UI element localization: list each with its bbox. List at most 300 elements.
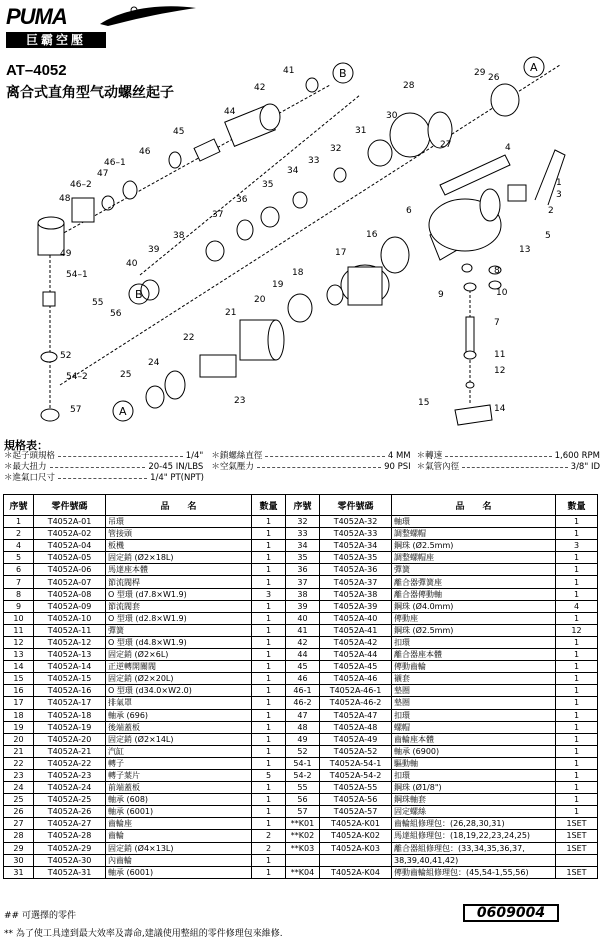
- part-name: 離合器傳動軸: [392, 588, 556, 600]
- part-no: 24: [4, 782, 34, 794]
- table-row: [4, 516, 598, 528]
- part-no: 57: [286, 806, 320, 818]
- svg-text:A: A: [530, 61, 538, 74]
- part-name: 正逆轉開關閥: [106, 661, 252, 673]
- part-number: T4052A-52: [320, 745, 392, 757]
- part-qty: 1: [556, 709, 598, 721]
- part-qty: 1: [252, 673, 286, 685]
- parts-table: [3, 494, 598, 879]
- table-row: [4, 806, 598, 818]
- part-qty: 1: [252, 685, 286, 697]
- part-name: 齒輪組修理包：(26,28,30,31): [392, 818, 556, 830]
- part-number: T4052A-44: [320, 649, 392, 661]
- part-no: 44: [286, 649, 320, 661]
- svg-text:54–1: 54–1: [66, 270, 88, 280]
- part-qty: 1: [252, 661, 286, 673]
- svg-text:46–2: 46–2: [70, 180, 92, 190]
- part-no: 49: [286, 733, 320, 745]
- part-number: T4052A-12: [34, 636, 106, 648]
- header-name: 品 名: [106, 495, 252, 516]
- part-name: 管接頭: [106, 528, 252, 540]
- part-number: T4052A-21: [34, 745, 106, 757]
- part-no: **K01: [286, 818, 320, 830]
- part-name: 軸承 (608): [106, 794, 252, 806]
- svg-text:40: 40: [126, 259, 138, 269]
- part-no: 25: [4, 794, 34, 806]
- document-number: 0609004: [463, 904, 559, 922]
- part-qty: 1: [252, 564, 286, 576]
- brand-chinese: 巨霸空壓: [6, 32, 106, 48]
- part-no: 6: [4, 564, 34, 576]
- part-name: 扣環: [392, 769, 556, 781]
- part-number: T4052A-48: [320, 721, 392, 733]
- svg-text:31: 31: [355, 126, 367, 136]
- part-qty: 1: [252, 854, 286, 866]
- part-name: 軸承 (6001): [106, 866, 252, 878]
- part-qty: 1SET: [556, 818, 598, 830]
- svg-text:20: 20: [254, 295, 266, 305]
- part-no: 39: [286, 600, 320, 612]
- part-number: T4052A-10: [34, 612, 106, 624]
- part-number: T4052A-23: [34, 769, 106, 781]
- part-qty: 2: [252, 842, 286, 854]
- part-qty: 1: [556, 528, 598, 540]
- table-row: [4, 769, 598, 781]
- part-name: 鋼珠 (Ø4.0mm): [392, 600, 556, 612]
- table-row: [4, 745, 598, 757]
- part-no: 41: [286, 624, 320, 636]
- part-number: T4052A-05: [34, 552, 106, 564]
- svg-text:47: 47: [97, 169, 109, 179]
- svg-text:56: 56: [110, 309, 122, 319]
- exploded-view-diagram: [0, 55, 600, 435]
- part-name: 轉子: [106, 757, 252, 769]
- svg-text:25: 25: [120, 370, 132, 380]
- part-name: 傳動齒輪: [392, 661, 556, 673]
- part-no: 34: [286, 540, 320, 552]
- part-qty: 1: [252, 782, 286, 794]
- table-row: [4, 794, 598, 806]
- part-qty: 1: [252, 757, 286, 769]
- part-qty: 1: [252, 721, 286, 733]
- part-qty: 1: [252, 697, 286, 709]
- part-qty: 1: [252, 866, 286, 878]
- svg-text:4: 4: [505, 143, 511, 153]
- table-row: [4, 733, 598, 745]
- part-number: T4052A-46-1: [320, 685, 392, 697]
- part-number: T4052A-56: [320, 794, 392, 806]
- part-qty: 1: [556, 564, 598, 576]
- table-row: [4, 600, 598, 612]
- part-name: 排氣罩: [106, 697, 252, 709]
- table-row: [4, 624, 598, 636]
- svg-text:9: 9: [438, 290, 444, 300]
- svg-text:42: 42: [254, 83, 266, 93]
- part-number: T4052A-36: [320, 564, 392, 576]
- part-name: 固定銷 (Ø2×18L): [106, 552, 252, 564]
- part-number: T4052A-15: [34, 673, 106, 685]
- part-no: 13: [4, 649, 34, 661]
- spec-hose-id: ＊氣管內徑 3/8" ID: [416, 462, 600, 472]
- part-qty: 1: [252, 818, 286, 830]
- table-row: [4, 697, 598, 709]
- part-qty: 1: [556, 516, 598, 528]
- part-name: 扣環: [392, 709, 556, 721]
- part-qty: 1: [556, 685, 598, 697]
- part-number: T4052A-27: [34, 818, 106, 830]
- svg-text:8: 8: [494, 266, 500, 276]
- svg-text:27: 27: [440, 140, 452, 150]
- part-qty: 1: [556, 782, 598, 794]
- header-no: 序號: [4, 495, 34, 516]
- part-qty: 1: [252, 649, 286, 661]
- svg-text:29: 29: [474, 68, 486, 78]
- table-row: [4, 636, 598, 648]
- part-number: T4052A-41: [320, 624, 392, 636]
- part-qty: 1: [556, 576, 598, 588]
- svg-text:14: 14: [494, 404, 506, 414]
- svg-text:23: 23: [234, 396, 246, 406]
- part-number: T4052A-38: [320, 588, 392, 600]
- part-number: [320, 854, 392, 866]
- part-number: T4052A-01: [34, 516, 106, 528]
- part-no: 12: [4, 636, 34, 648]
- part-name: 節流閥桿: [106, 576, 252, 588]
- header-qty: 數量: [556, 495, 598, 516]
- svg-text:1: 1: [556, 178, 562, 188]
- optional-parts-note: ## 可選擇的零件: [4, 911, 76, 921]
- part-name: 襯套: [392, 673, 556, 685]
- table-row: [4, 540, 598, 552]
- part-name: 螺帽: [392, 721, 556, 733]
- part-name: 軸環: [392, 516, 556, 528]
- part-qty: 1: [252, 612, 286, 624]
- svg-text:21: 21: [225, 308, 237, 318]
- part-qty: 1: [556, 806, 598, 818]
- part-no: 15: [4, 673, 34, 685]
- part-number: T4052A-13: [34, 649, 106, 661]
- part-name: 齒輪座: [106, 818, 252, 830]
- part-qty: 1: [556, 552, 598, 564]
- part-no: 29: [4, 842, 34, 854]
- part-name: 齒輪: [106, 830, 252, 842]
- part-number: T4052A-57: [320, 806, 392, 818]
- product-title: 离合式直角型气动螺丝起子: [6, 85, 174, 101]
- svg-text:B: B: [135, 288, 143, 301]
- part-name: 固定銷 (Ø2×14L): [106, 733, 252, 745]
- svg-text:18: 18: [292, 268, 304, 278]
- part-name: 軸承 (696): [106, 709, 252, 721]
- part-qty: 1: [556, 745, 598, 757]
- part-no: 55: [286, 782, 320, 794]
- part-number: T4052A-55: [320, 782, 392, 794]
- part-no: 27: [4, 818, 34, 830]
- part-qty: 1: [252, 794, 286, 806]
- part-number: T4052A-19: [34, 721, 106, 733]
- part-name: 固定銷 (Ø4×13L): [106, 842, 252, 854]
- svg-text:3: 3: [556, 190, 562, 200]
- svg-text:2: 2: [548, 206, 554, 216]
- part-number: T4052A-29: [34, 842, 106, 854]
- svg-text:32: 32: [330, 144, 342, 154]
- part-name: 馬達座本體: [106, 564, 252, 576]
- part-number: T4052A-42: [320, 636, 392, 648]
- svg-text:48: 48: [59, 194, 71, 204]
- part-name: 調整螺帽座: [392, 552, 556, 564]
- svg-text:52: 52: [60, 351, 72, 361]
- part-number: T4052A-17: [34, 697, 106, 709]
- table-row: [4, 612, 598, 624]
- part-name: 轉子葉片: [106, 769, 252, 781]
- svg-text:24: 24: [148, 358, 160, 368]
- part-qty: 1: [556, 697, 598, 709]
- svg-text:12: 12: [494, 366, 506, 376]
- svg-text:16: 16: [366, 230, 378, 240]
- spec-speed: ＊轉速 1,600 RPM: [416, 451, 600, 461]
- part-name: O 型環 (d34.0×W2.0): [106, 685, 252, 697]
- svg-text:34: 34: [287, 166, 299, 176]
- part-no: 32: [286, 516, 320, 528]
- part-number: T4052A-30: [34, 854, 106, 866]
- part-number: T4052A-32: [320, 516, 392, 528]
- svg-text:41: 41: [283, 66, 295, 76]
- part-qty: [556, 854, 598, 866]
- part-qty: 1: [556, 733, 598, 745]
- part-number: T4052A-24: [34, 782, 106, 794]
- part-no: 48: [286, 721, 320, 733]
- part-no: 2: [4, 528, 34, 540]
- part-name: 鋼珠 (Ø1/8"): [392, 782, 556, 794]
- part-no: 52: [286, 745, 320, 757]
- part-name: 調整螺帽: [392, 528, 556, 540]
- part-no: 4: [4, 540, 34, 552]
- part-qty: 2: [252, 830, 286, 842]
- part-name: 汽缸: [106, 745, 252, 757]
- brand-logo: [6, 4, 102, 29]
- part-no: 36: [286, 564, 320, 576]
- svg-text:39: 39: [148, 245, 160, 255]
- part-number: T4052A-31: [34, 866, 106, 878]
- svg-text:A: A: [119, 405, 127, 418]
- part-no: 8: [4, 588, 34, 600]
- part-qty: 1: [556, 588, 598, 600]
- part-name: 傳動座: [392, 612, 556, 624]
- part-no: 22: [4, 757, 34, 769]
- model-number: AT–4052: [6, 62, 67, 79]
- table-row: [4, 830, 598, 842]
- header-qty: 數量: [252, 495, 286, 516]
- part-no: 21: [4, 745, 34, 757]
- part-qty: 3: [252, 588, 286, 600]
- part-no: 54-1: [286, 757, 320, 769]
- part-no: 11: [4, 624, 34, 636]
- part-no: 31: [4, 866, 34, 878]
- part-no: 35: [286, 552, 320, 564]
- spec-air-inlet: ＊進氣口尺寸 1/4" PT(NPT): [4, 473, 204, 483]
- part-qty: 1: [556, 612, 598, 624]
- part-qty: 1: [556, 794, 598, 806]
- part-name: 離合器彈簧座: [392, 576, 556, 588]
- part-no: 30: [4, 854, 34, 866]
- part-qty: 1: [252, 528, 286, 540]
- table-row: [4, 709, 598, 721]
- svg-text:54–2: 54–2: [66, 372, 88, 382]
- part-number: T4052A-35: [320, 552, 392, 564]
- part-qty: 1: [252, 516, 286, 528]
- table-row: [4, 588, 598, 600]
- svg-text:19: 19: [272, 280, 284, 290]
- part-number: T4052A-40: [320, 612, 392, 624]
- part-name: 鋼珠 (Ø2.5mm): [392, 624, 556, 636]
- svg-text:10: 10: [496, 288, 508, 298]
- svg-text:22: 22: [183, 333, 195, 343]
- part-number: T4052A-54-2: [320, 769, 392, 781]
- part-number: T4052A-08: [34, 588, 106, 600]
- svg-text:57: 57: [70, 405, 82, 415]
- part-name: 齒輪座本體: [392, 733, 556, 745]
- table-row: [4, 649, 598, 661]
- table-row: [4, 564, 598, 576]
- part-number: T4052A-02: [34, 528, 106, 540]
- part-no: **K04: [286, 866, 320, 878]
- part-name: 固定螺絲: [392, 806, 556, 818]
- part-number: T4052A-K02: [320, 830, 392, 842]
- part-no: 10: [4, 612, 34, 624]
- part-name: O 型環 (d4.8×W1.9): [106, 636, 252, 648]
- table-row: [4, 661, 598, 673]
- part-number: T4052A-39: [320, 600, 392, 612]
- repair-kit-note: ** 為了使工具達到最大效率及壽命,建議使用整組的零件修理包來維修.: [4, 929, 283, 939]
- part-no: 46-2: [286, 697, 320, 709]
- table-row: [4, 576, 598, 588]
- part-qty: 1: [252, 576, 286, 588]
- part-qty: 1: [252, 624, 286, 636]
- svg-text:B: B: [339, 67, 347, 80]
- part-qty: 1: [252, 636, 286, 648]
- part-number: T4052A-34: [320, 540, 392, 552]
- table-row: [4, 721, 598, 733]
- part-name: 節流閥套: [106, 600, 252, 612]
- part-name: 後端蓋板: [106, 721, 252, 733]
- svg-text:11: 11: [494, 350, 506, 360]
- part-name: 彈簧: [392, 564, 556, 576]
- part-qty: 1: [252, 733, 286, 745]
- part-name: 固定銷 (Ø2×20L): [106, 673, 252, 685]
- svg-text:49: 49: [60, 249, 72, 259]
- part-number: T4052A-11: [34, 624, 106, 636]
- part-no: 46: [286, 673, 320, 685]
- part-qty: 1: [556, 636, 598, 648]
- svg-text:35: 35: [262, 180, 274, 190]
- svg-text:13: 13: [519, 245, 531, 255]
- svg-text:38: 38: [173, 231, 185, 241]
- part-number: T4052A-18: [34, 709, 106, 721]
- part-name: 驅動軸: [392, 757, 556, 769]
- svg-text:28: 28: [403, 81, 415, 91]
- part-qty: 1: [252, 745, 286, 757]
- svg-text:33: 33: [308, 156, 320, 166]
- brand-name: PUMA: [6, 4, 67, 29]
- part-no: 1: [4, 516, 34, 528]
- part-qty: 1SET: [556, 842, 598, 854]
- svg-text:37: 37: [212, 210, 224, 220]
- part-qty: 1: [556, 649, 598, 661]
- part-no: 45: [286, 661, 320, 673]
- svg-text:17: 17: [335, 248, 347, 258]
- part-name: 前端蓋板: [106, 782, 252, 794]
- table-header-row: [4, 495, 598, 516]
- header-no: 序號: [286, 495, 320, 516]
- part-name: 板機: [106, 540, 252, 552]
- part-number: T4052A-K04: [320, 866, 392, 878]
- part-no: **K02: [286, 830, 320, 842]
- part-qty: 12: [556, 624, 598, 636]
- part-name: 墊圈: [392, 697, 556, 709]
- table-row: [4, 842, 598, 854]
- part-qty: 1: [252, 600, 286, 612]
- part-name: 墊圈: [392, 685, 556, 697]
- part-no: 47: [286, 709, 320, 721]
- part-no: 5: [4, 552, 34, 564]
- svg-text:5: 5: [545, 231, 551, 241]
- part-qty: 1: [556, 721, 598, 733]
- svg-text:7: 7: [494, 318, 500, 328]
- part-number: T4052A-46: [320, 673, 392, 685]
- part-name: O 型環 (d2.8×W1.9): [106, 612, 252, 624]
- table-row: [4, 866, 598, 878]
- part-qty: 1SET: [556, 830, 598, 842]
- part-no: 37: [286, 576, 320, 588]
- part-number: T4052A-04: [34, 540, 106, 552]
- part-number: T4052A-46-2: [320, 697, 392, 709]
- part-name: 吊環: [106, 516, 252, 528]
- spec-screw-diameter: ＊鎖螺絲直徑 4 MM: [211, 451, 411, 461]
- svg-text:55: 55: [92, 298, 104, 308]
- part-qty: 1: [556, 673, 598, 685]
- part-number: T4052A-06: [34, 564, 106, 576]
- part-number: T4052A-54-1: [320, 757, 392, 769]
- part-number: T4052A-K01: [320, 818, 392, 830]
- svg-text:45: 45: [173, 127, 185, 137]
- part-qty: 1: [252, 709, 286, 721]
- part-no: 38: [286, 588, 320, 600]
- part-no: **K03: [286, 842, 320, 854]
- part-no: 18: [4, 709, 34, 721]
- part-name: 軸承 (6001): [106, 806, 252, 818]
- part-number: T4052A-49: [320, 733, 392, 745]
- svg-text:46: 46: [139, 147, 151, 157]
- part-no: 28: [4, 830, 34, 842]
- part-number: T4052A-26: [34, 806, 106, 818]
- spec-air-pressure: ＊空氣壓力 90 PSI: [211, 462, 411, 472]
- table-row: [4, 552, 598, 564]
- table-row: [4, 854, 598, 866]
- part-name: 內齒輪: [106, 854, 252, 866]
- part-name: 鋼珠 (Ø2.5mm): [392, 540, 556, 552]
- part-no: 19: [4, 721, 34, 733]
- svg-text:44: 44: [224, 107, 236, 117]
- part-name: 彈簧: [106, 624, 252, 636]
- specs-list: [4, 451, 600, 484]
- part-qty: 1SET: [556, 866, 598, 878]
- part-no: 7: [4, 576, 34, 588]
- spec-bit-size: ＊起子頭規格 1/4": [4, 451, 204, 461]
- part-number: T4052A-25: [34, 794, 106, 806]
- part-no: 54-2: [286, 769, 320, 781]
- part-no: [286, 854, 320, 866]
- svg-text:36: 36: [236, 195, 248, 205]
- part-no: 14: [4, 661, 34, 673]
